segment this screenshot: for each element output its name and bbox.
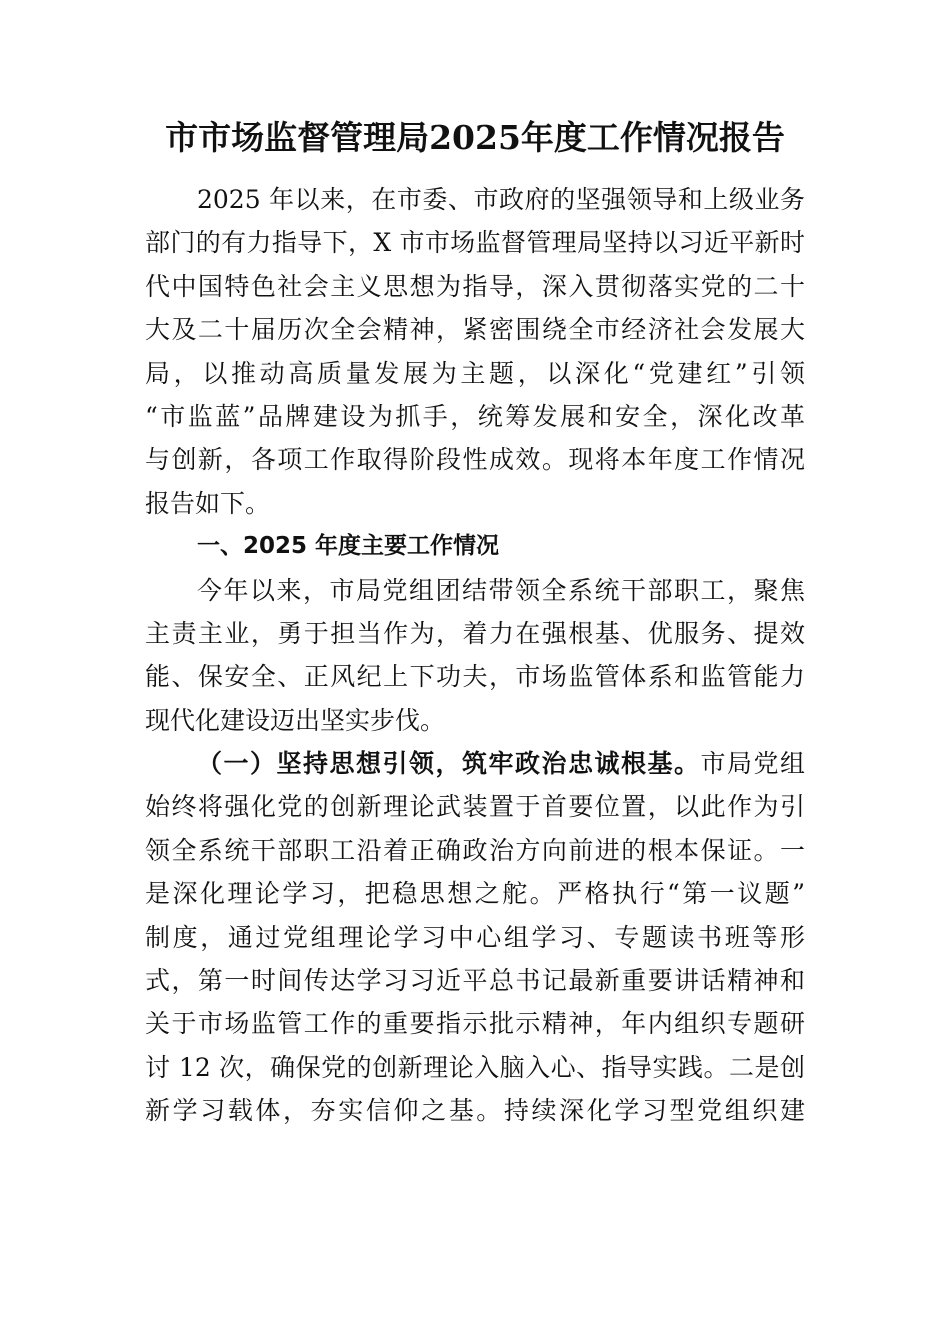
paragraph-line: 制度，通过党组理论学习中心组学习、专题读书班等形 — [145, 922, 805, 952]
paragraph-line: 始终将强化党的创新理论武装置于首要位置，以此作为引 — [145, 792, 805, 822]
paragraph — [145, 178, 805, 525]
paragraph-line: 领全系统干部职工沿着正确政治方向前进的根本保证。一 — [145, 835, 805, 865]
paragraph — [145, 569, 805, 743]
paragraph-line: 与创新，各项工作取得阶段性成效。现将本年度工作情况 — [145, 445, 805, 475]
paragraph-line: 式，第一时间传达学习习近平总书记最新重要讲话精神和 — [145, 966, 805, 996]
paragraph-line: 大及二十届历次全会精神，紧密围绕全市经济社会发展大 — [145, 315, 805, 345]
subsection-lead: （一）坚持思想引领，筑牢政治忠诚根基。 — [197, 749, 701, 779]
paragraph-line: 局，以推动高质量发展为主题，以深化“党建红”引领 — [145, 358, 805, 388]
paragraph-line: 新学习载体，夯实信仰之基。持续深化学习型党组织建 — [145, 1096, 805, 1126]
paragraph-line — [145, 742, 805, 785]
paragraph-line: 今年以来，市局党组团结带领全系统干部职工，聚焦 — [197, 575, 805, 605]
paragraph-line: “市监蓝”品牌建设为抓手，统筹发展和安全，深化改革 — [145, 401, 805, 431]
paragraph-line: 讨 12 次，确保党的创新理论入脑入心、指导实践。二是创 — [145, 1052, 805, 1082]
paragraph-line-text: 市局党组 — [700, 749, 805, 779]
paragraph-line: 代中国特色社会主义思想为指导，深入贯彻落实党的二十 — [145, 271, 805, 301]
paragraph-line: 部门的有力指导下，X 市市场监督管理局坚持以习近平新时 — [145, 228, 805, 258]
paragraph-line: 报告如下。 — [145, 488, 271, 518]
paragraph — [145, 742, 805, 1133]
heading-text: 一、2025 年度主要工作情况 — [197, 533, 500, 560]
paragraph-line: 是深化理论学习，把稳思想之舵。严格执行“第一议题” — [145, 879, 805, 909]
paragraph-line: 现代化建设迈出坚实步伐。 — [145, 705, 446, 735]
paragraph-line: 2025 年以来，在市委、市政府的坚强领导和上级业务 — [197, 185, 805, 214]
paragraph-line: 主责主业，勇于担当作为，着力在强根基、优服务、提效 — [145, 618, 805, 648]
section-heading — [145, 525, 805, 568]
document-title: 市市场监督管理局2025年度工作情况报告 — [165, 118, 785, 157]
paragraph-line: 关于市场监管工作的重要指示批示精神，年内组织专题研 — [145, 1009, 805, 1039]
document-body — [145, 178, 805, 1133]
paragraph-line: 能、保安全、正风纪上下功夫，市场监管体系和监管能力 — [145, 662, 805, 692]
